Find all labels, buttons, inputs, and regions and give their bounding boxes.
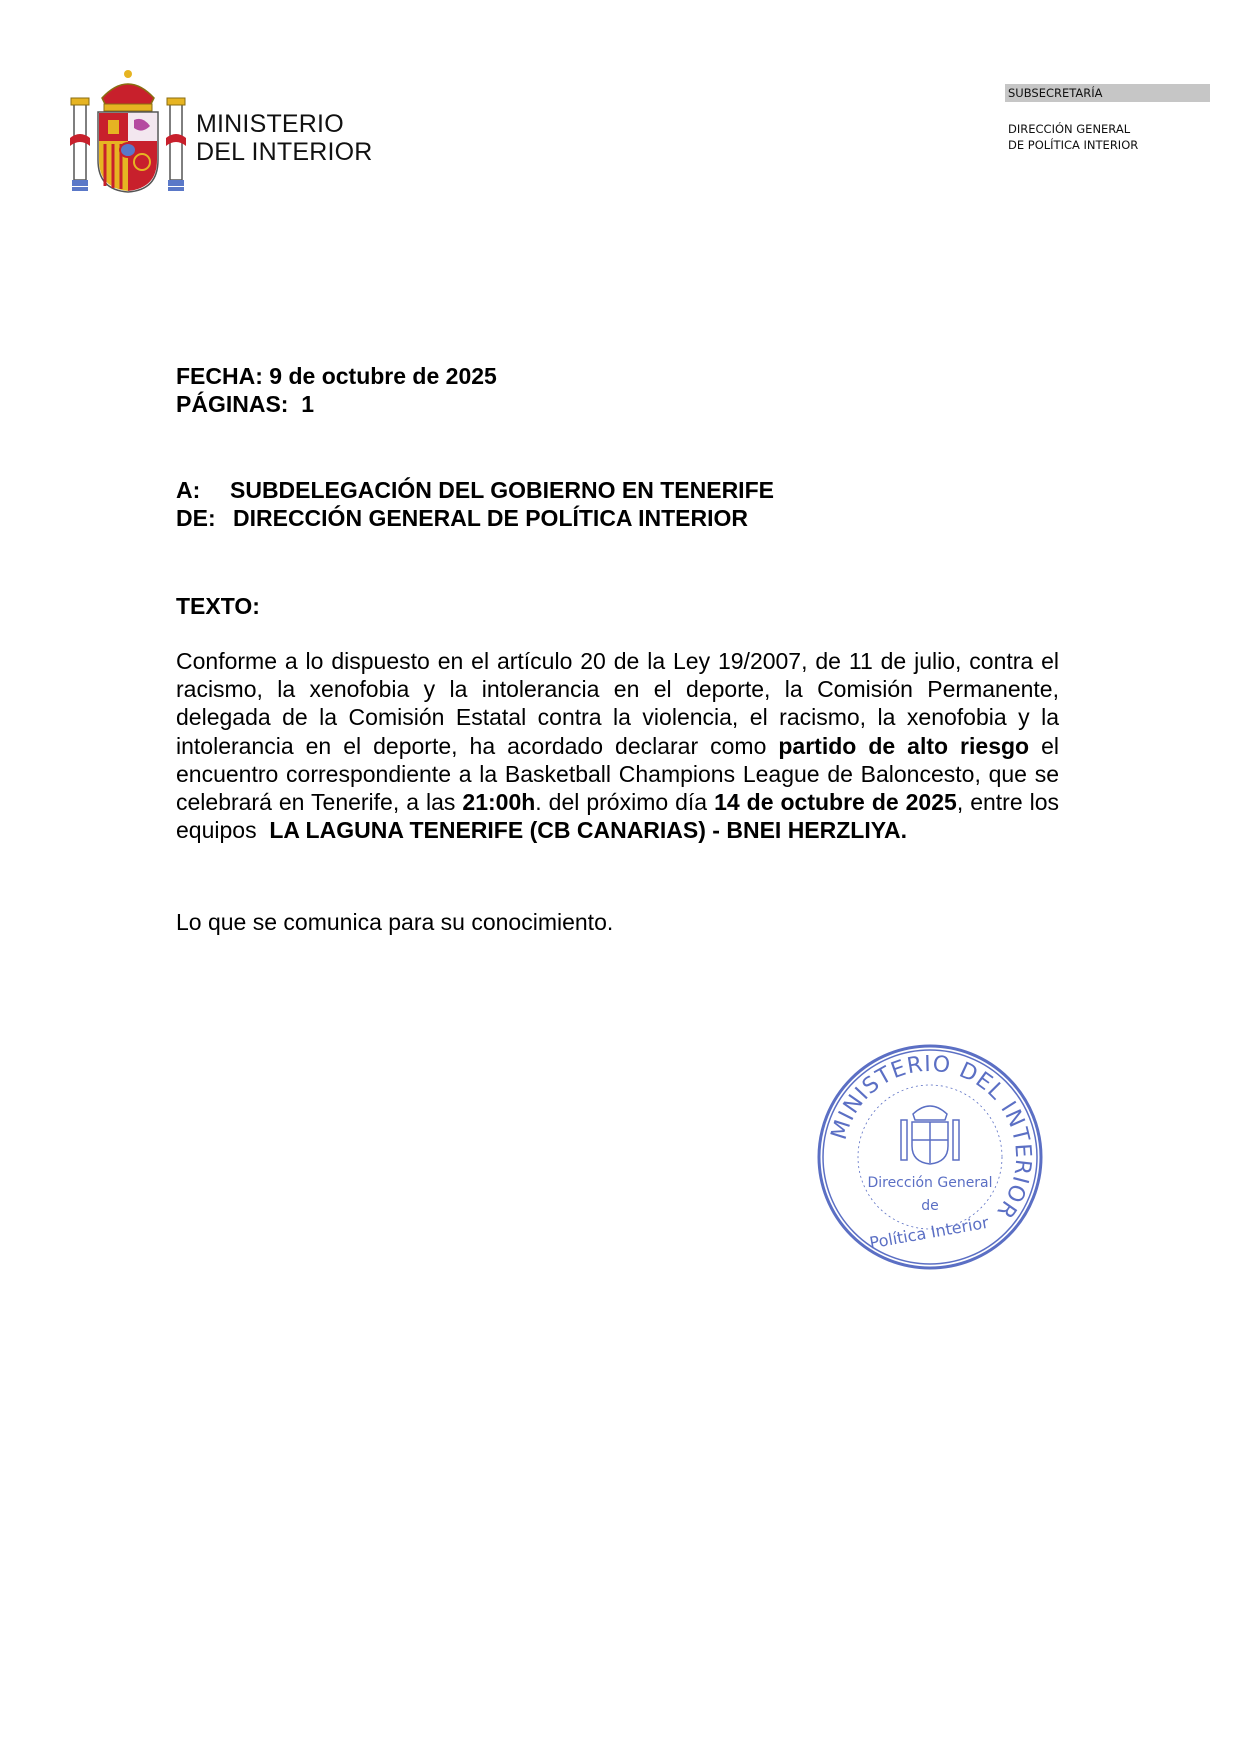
text-heading: TEXTO: xyxy=(176,593,260,619)
ministry-name-line1: MINISTERIO xyxy=(196,110,344,138)
closing-line: Lo que se comunica para su conocimiento. xyxy=(176,909,614,935)
body-bold-teams: LA LAGUNA TENERIFE (CB CANARIAS) - BNEI HERZLIYA. xyxy=(269,817,907,844)
directorate-line2: DE POLÍTICA INTERIOR xyxy=(1008,138,1139,152)
ministry-name-line2: DEL INTERIOR xyxy=(196,138,373,166)
directorate-line1: DIRECCIÓN GENERAL xyxy=(1008,122,1131,136)
body-part3: . del próximo día xyxy=(535,789,715,816)
recipient-value: SUBDELEGACIÓN DEL GOBIERNO EN TENERIFE xyxy=(230,477,774,503)
stamp-line3: Política Interior xyxy=(868,1212,991,1253)
body-bold-time: 21:00h xyxy=(462,789,536,816)
recipient-label: A: xyxy=(176,477,201,503)
sender-label: DE: xyxy=(176,505,216,531)
pages-label: PÁGINAS: xyxy=(176,391,289,417)
date-line xyxy=(176,362,1059,390)
stamp-ring-text: MINISTERIO DEL INTERIOR xyxy=(826,1051,1036,1224)
ministry-name xyxy=(196,110,373,166)
subsecretaria-label: SUBSECRETARÍA xyxy=(1008,86,1103,100)
sender-value: DIRECCIÓN GENERAL DE POLÍTICA INTERIOR xyxy=(233,505,748,531)
directorate-label xyxy=(1008,121,1138,153)
body-part1: Conforme a lo dispuesto en el artículo 20 de la Ley 19/2007, de 11 de julio, contra el racismo, la xenofobia y la intolerancia en el deporte, la Comisión Permanente, delegada de la Comisión Estatal contra la violencia, el racismo, la xenofobia y la intolerancia en el deporte, ha acordado declarar como xyxy=(176,648,1059,759)
date-value: 9 de octubre de 2025 xyxy=(269,363,497,389)
body-bold-date: 14 de octubre de 2025 xyxy=(714,789,957,816)
date-label: FECHA: xyxy=(176,363,263,389)
stamp-line1: Dirección General xyxy=(867,1175,993,1191)
body-bold-high-risk: partido de alto riesgo xyxy=(778,732,1030,759)
pages-value: 1 xyxy=(301,391,315,417)
official-stamp xyxy=(815,1042,1045,1272)
recipient-line xyxy=(176,476,1059,504)
stamp-line2: de xyxy=(921,1198,939,1214)
body-part4: , entre los equipos xyxy=(176,789,1066,844)
sender-line xyxy=(176,504,1059,532)
stamp-crest-icon xyxy=(901,1106,959,1164)
coat-of-arms-logo xyxy=(68,68,188,198)
body-paragraph xyxy=(176,647,1066,844)
body-part2: el encuentro correspondiente a la Basketball Champions League de Baloncesto, que se celebrará en Tenerife, a las xyxy=(176,732,1059,816)
pages-line xyxy=(176,390,1059,418)
